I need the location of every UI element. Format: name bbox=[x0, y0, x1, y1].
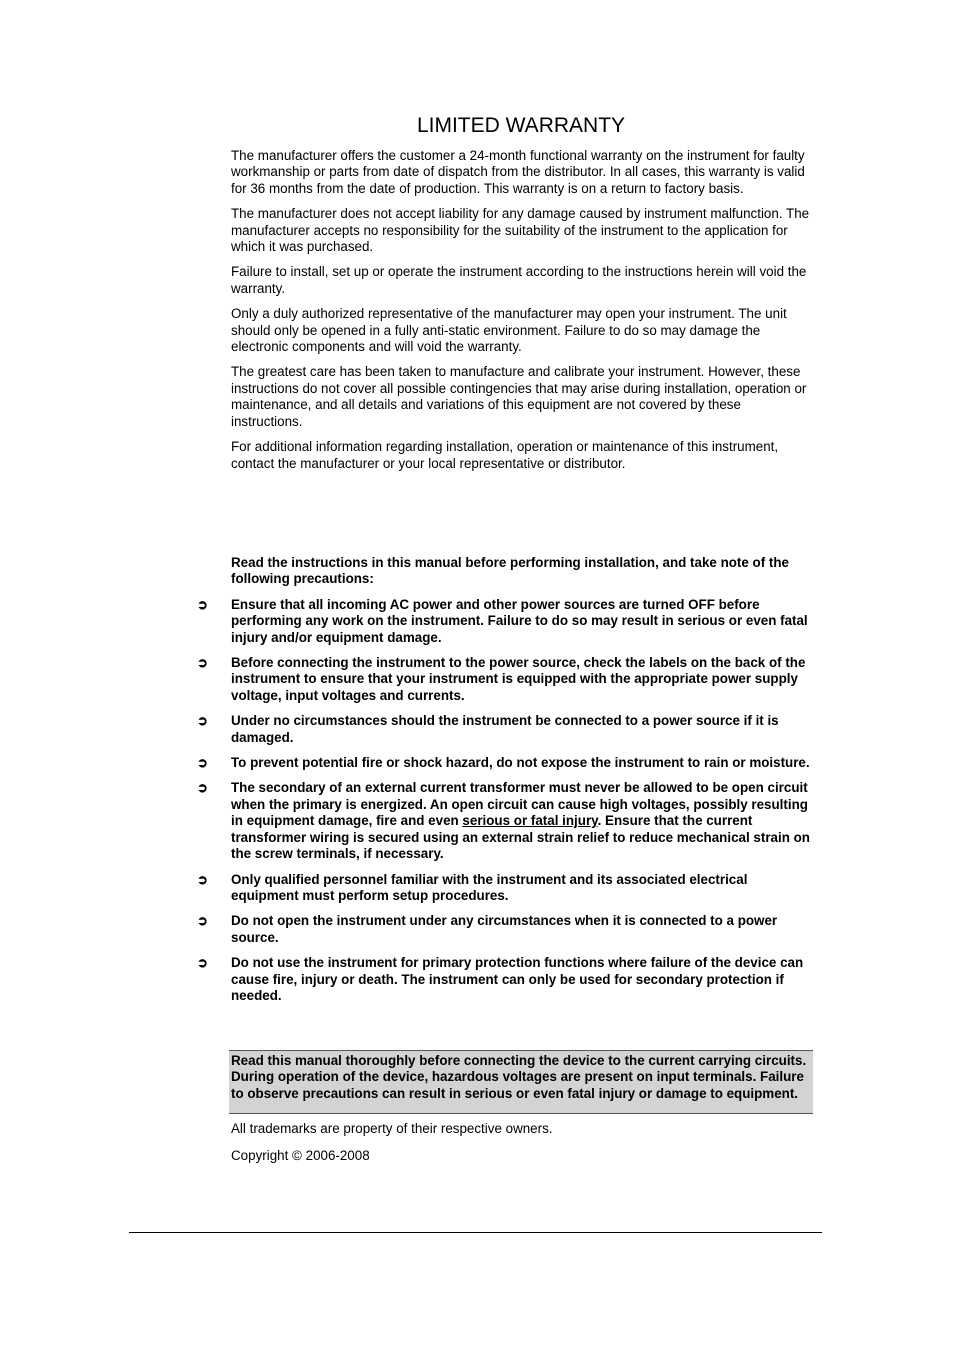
list-item bbox=[197, 780, 813, 862]
list-item-text: To prevent potential fire or shock hazard, do not expose the instrument to rain or moisture. bbox=[231, 755, 810, 771]
precautions-list bbox=[197, 596, 813, 1005]
list-item-text: Before connecting the instrument to the power source, check the labels on the back of the instrument to ensure that your instrument is equipped with the appropriate power supply voltage, input voltages and currents. bbox=[231, 655, 806, 703]
precautions-section bbox=[197, 555, 813, 1013]
warranty-paragraph: For additional information regarding installation, operation or maintenance of this instrument, contact the manufacturer or your local representative or distributor. bbox=[231, 439, 779, 471]
arrow-bullet-icon: ➲ bbox=[197, 713, 208, 729]
warranty-paragraph: The greatest care has been taken to manufacture and calibrate your instrument. However, these instructions do not cover all possible contingencies that may arise during installation, operation or maintenance, and all details and variations of this equipment are not covered by these instructions. bbox=[231, 364, 807, 429]
list-item-text: Do not use the instrument for primary protection functions where failure of the device can cause fire, injury or death. The instrument can only be used for secondary protection if needed. bbox=[231, 955, 804, 1003]
list-item bbox=[197, 871, 813, 905]
list-item bbox=[197, 755, 813, 771]
list-item-text: Do not open the instrument under any circumstances when it is connected to a power source. bbox=[231, 913, 778, 945]
list-item bbox=[197, 655, 813, 704]
page-title: LIMITED WARRANTY bbox=[416, 114, 626, 137]
list-item bbox=[197, 955, 813, 1004]
copyright-notice: Copyright © 2006-2008 bbox=[231, 1148, 370, 1163]
arrow-bullet-icon: ➲ bbox=[197, 755, 208, 771]
ct-text-after: . Ensure that the current transformer wiring is secured using an external strain relief to reduce mechanical strain on the screw terminals, if necessary. bbox=[231, 813, 810, 862]
ct-text-before: The secondary of an external current transformer must never be allowed to be open circuit when the primary is energized. An open circuit can cause high voltages, possibly resulting in equipment damage, fire and even bbox=[231, 780, 808, 829]
warranty-paragraph: The manufacturer does not accept liability for any damage caused by instrument malfunction. The manufacturer accepts no responsibility for the suitability of the instrument to the application for which it was purchased. bbox=[231, 206, 810, 255]
list-item-text: Ensure that all incoming AC power and other power sources are turned OFF before performing any work on the instrument. Failure to do so may result in serious or even fatal injury and/or equipment damage. bbox=[231, 596, 808, 645]
list-item-text bbox=[231, 780, 810, 861]
arrow-bullet-icon: ➲ bbox=[197, 780, 208, 796]
precautions-intro: Read the instructions in this manual before performing installation, and take note of the following precautions: bbox=[231, 555, 790, 587]
list-item-text: Under no circumstances should the instrument be connected to a power source if it is damaged. bbox=[231, 713, 779, 745]
warranty-paragraph: The manufacturer offers the customer a 24-month functional warranty on the instrument for faulty workmanship or parts from date of dispatch from the distributor. In all cases, this warranty is valid for 36 months from the date of production. This warranty is on a return to factory basis. bbox=[231, 148, 805, 196]
arrow-bullet-icon: ➲ bbox=[197, 913, 208, 929]
warranty-section bbox=[231, 148, 813, 481]
warning-box: Read this manual thoroughly before connecting the device to the current carrying circuits. During operation of the device, hazardous voltages are present on input terminals. Failure to observe precautions can result in serious or even fatal injury or damage to equipment. bbox=[229, 1050, 813, 1114]
underlined-warning-text: serious or fatal injury bbox=[462, 813, 598, 829]
list-item bbox=[197, 713, 813, 746]
list-item-text: Only qualified personnel familiar with the instrument and its associated electrical equipment must perform setup procedures. bbox=[231, 871, 748, 903]
warranty-paragraph: Failure to install, set up or operate the instrument according to the instructions herein will void the warranty. bbox=[231, 264, 807, 296]
arrow-bullet-icon: ➲ bbox=[197, 955, 208, 971]
list-item bbox=[197, 913, 813, 946]
arrow-bullet-icon: ➲ bbox=[197, 596, 208, 612]
trademarks-notice: All trademarks are property of their respective owners. bbox=[231, 1121, 553, 1136]
arrow-bullet-icon: ➲ bbox=[197, 655, 208, 671]
arrow-bullet-icon: ➲ bbox=[197, 871, 208, 887]
footer-divider bbox=[129, 1232, 822, 1233]
list-item bbox=[197, 596, 813, 646]
warranty-paragraph: Only a duly authorized representative of the manufacturer may open your instrument. The unit should only be opened in a fully anti-static environment. Failure to do so may damage the electronic components and will void the warranty. bbox=[231, 306, 787, 355]
